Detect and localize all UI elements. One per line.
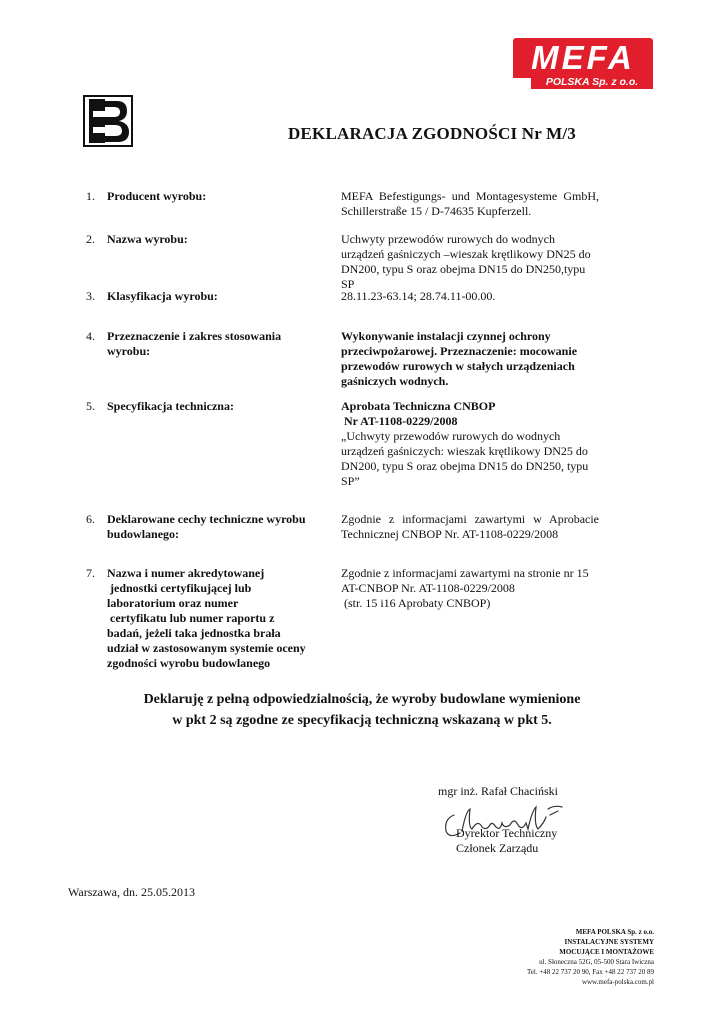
mefa-logo [513,38,653,88]
label-line: badań, jeżeli taka jednostka brała [107,626,281,640]
footer-address: ul. Słoneczna 52G, 05-500 Stara Iwiczna [539,958,654,966]
value-line: Zgodnie z informacjami zawartymi na stronie nr 15 [341,566,589,580]
spec-title: Aprobata Techniczna CNBOP [341,399,496,413]
item-value: 28.11.23-63.14; 28.74.11-00.00. [341,289,496,303]
item-value: Zgodnie z informacjami zawartymi w Aprobacie Technicznej CNBOP Nr. AT-1108-0229/2008 [341,512,599,541]
signatory-role: Członek Zarządu [456,841,539,855]
item-number: 4. [86,329,95,343]
item-label-block [107,566,337,671]
item-number: 7. [86,566,95,580]
item-label: Nazwa wyrobu: [107,232,188,246]
logo-brand: MEFA [513,38,653,78]
signatory-name: mgr inż. Rafał Chaciński [438,784,558,798]
footer-line: MOCUJĄCE I MONTAŻOWE [559,948,654,956]
document-title: DEKLARACJA ZGODNOŚCI Nr M/3 [288,124,576,143]
company-footer [454,927,654,987]
declaration-statement [0,689,724,731]
declaration-line: Deklaruję z pełną odpowiedzialnością, że wyroby budowlane wymienione [143,692,581,707]
item-label: Deklarowane cechy techniczne wyrobu budowlanego: [107,512,306,541]
value-line: AT-CNBOP Nr. AT-1108-0229/2008 [341,581,515,595]
label-line: Nazwa i numer akredytowanej [107,566,265,580]
item-number: 3. [86,289,95,303]
footer-line: INSTALACYJNE SYSTEMY [564,938,654,946]
label-line: jednostki certyfikującej lub [107,581,252,595]
item-number: 6. [86,512,95,526]
logo-subtitle: POLSKA Sp. z o.o. [531,76,653,89]
spec-description: „Uchwyty przewodów rurowych do wodnych urządzeń gaśniczych: wieszak krętlikowy DN25 do DN200, typu S oraz obejma DN15 do DN250, typu SP” [341,429,589,488]
item-value-block [341,566,599,611]
label-line: laboratorium oraz numer [107,596,239,610]
footer-company: MEFA POLSKA Sp. z o.o. [575,928,654,936]
item-label: Przeznaczenie i zakres stosowania wyrobu: [107,329,282,358]
footer-web: www.mefa-polska.com.pl [581,978,654,986]
item-label: Specyfikacja techniczna: [107,399,234,413]
spec-number: Nr AT-1108-0229/2008 [341,414,458,428]
item-value-block [341,399,599,489]
item-number: 5. [86,399,95,413]
declaration-line: w pkt 2 są zgodne ze specyfikacją techniczną wskazaną w pkt 5. [172,713,552,728]
item-value: Wykonywanie instalacji czynnej ochrony przeciwpożarowej. Przeznaczenie: mocowanie przewodów rurowych w stałych urządzeniach gaśniczych wodnych. [341,329,578,388]
place-and-date: Warszawa, dn. 25.05.2013 [68,885,196,899]
item-label: Klasyfikacja wyrobu: [107,289,218,303]
item-number: 2. [86,232,95,246]
signatory-roles [456,826,557,856]
item-value: Uchwyty przewodów rurowych do wodnych urządzeń gaśniczych –wieszak krętlikowy DN25 do DN200, typu S oraz obejma DN15 do DN250,typu SP [341,232,591,291]
item-number: 1. [86,189,95,203]
footer-phone: Tel. +48 22 737 20 90, Fax +48 22 737 20 89 [527,968,654,976]
label-line: zgodności wyrobu budowlanego [107,656,271,670]
label-line: certyfikatu lub numer raportu z [107,611,275,625]
signatory-role: Dyrektor Techniczny [456,826,558,840]
item-value: MEFA Befestigungs- und Montagesysteme GmbH, Schillerstraße 15 / D-74635 Kupferzell. [341,189,599,218]
value-line: (str. 15 i16 Aprobaty CNBOP) [341,596,491,610]
label-line: udział w zastosowanym systemie oceny [107,641,306,655]
item-label: Producent wyrobu: [107,189,207,203]
